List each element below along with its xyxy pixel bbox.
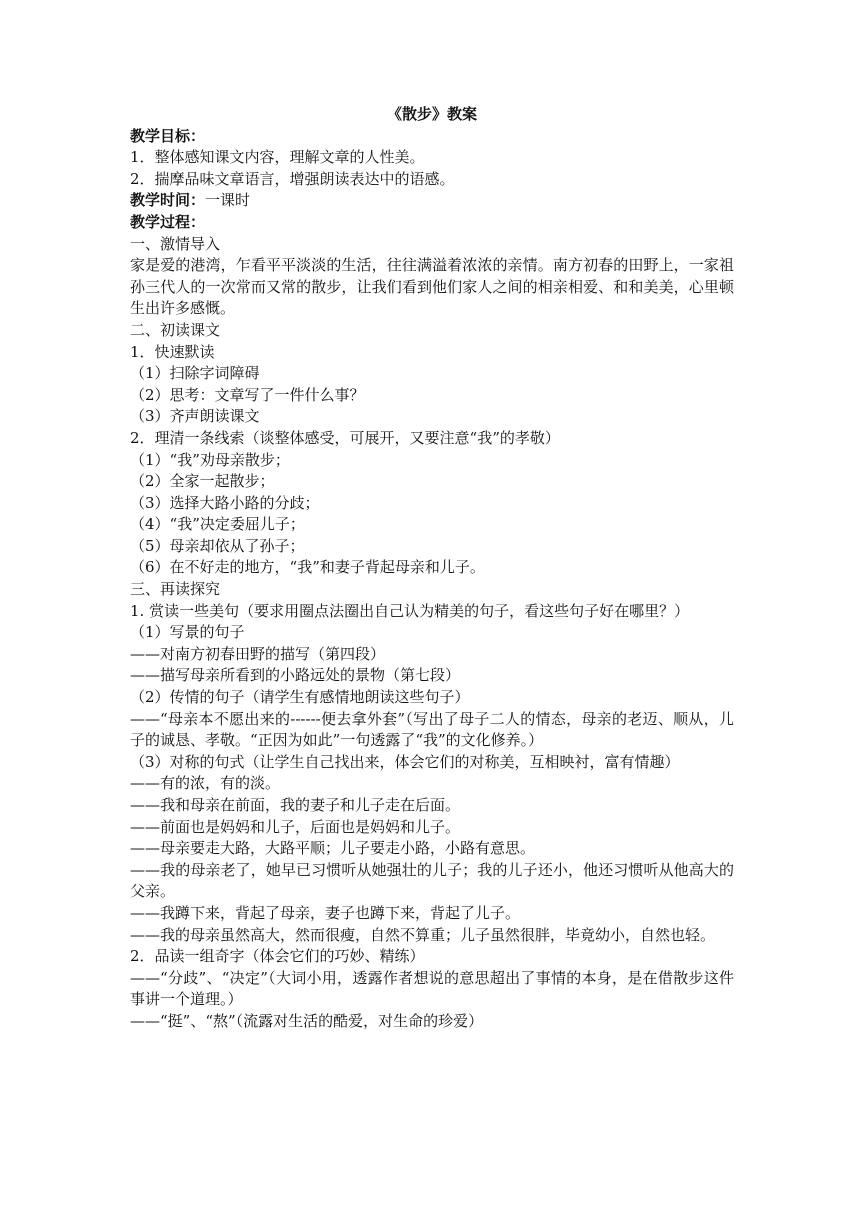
list-item: （2）思考：文章写了一件什么事？ bbox=[130, 385, 365, 404]
list-item: ——对南方初春田野的描写（第四段） bbox=[130, 644, 386, 663]
section-heading: 一、激情导入 bbox=[130, 234, 221, 253]
list-item: （4）“我”决定委屈儿子； bbox=[130, 515, 305, 534]
list-item: （1）“我”劝母亲散步； bbox=[130, 450, 290, 469]
list-item: ——我和母亲在前面，我的妻子和儿子走在后面。 bbox=[130, 796, 461, 814]
list-item: ——前面也是妈妈和儿子，后面也是妈妈和儿子。 bbox=[130, 817, 461, 836]
sub-heading: （2）传情的句子（请学生有感情地朗读这些句子） bbox=[130, 688, 470, 707]
section-heading: 二、初读课文 bbox=[130, 320, 221, 339]
list-item: ——我的母亲老了，她早已习惯听从她强壮的儿子；我的儿子还小，他还习惯听从他高大的父亲。 bbox=[130, 860, 734, 901]
list-item: （5）母亲却依从了孙子； bbox=[130, 536, 305, 555]
step-heading: 2．理清一条线索（谈整体感受，可展开，又要注意“我”的孝敬） bbox=[130, 428, 560, 447]
list-item: （3）选择大路小路的分歧； bbox=[130, 493, 320, 512]
teaching-time-value: 一课时 bbox=[205, 191, 251, 210]
teaching-time bbox=[130, 190, 734, 212]
list-item: ——有的浓，有的淡。 bbox=[130, 774, 281, 793]
teaching-time-heading: 教学时间： bbox=[130, 191, 206, 210]
step-heading: 2．品读一组奇字（体会它们的巧妙、精练） bbox=[130, 947, 425, 966]
objectives-heading: 教学目标： bbox=[130, 126, 206, 145]
list-item: （3）齐声朗读课文 bbox=[130, 407, 260, 426]
list-item: （6）在不好走的地方，“我”和妻子背起母亲和儿子。 bbox=[130, 558, 485, 577]
objective-item: 1．整体感知课文内容，理解文章的人性美。 bbox=[130, 148, 425, 167]
intro-paragraph: 家是爱的港湾，乍看平平淡淡的生活，往往满溢着浓浓的亲情。南方初春的田野上，一家祖孙三代人的一次常而又常的散步，让我们看到他们家人之间的相亲相爱、和和美美，心里顿生出许多感慨。 bbox=[130, 256, 734, 318]
list-item: ——我的母亲虽然高大，然而很瘦，自然不算重；儿子虽然很胖，毕竟幼小，自然也轻。 bbox=[130, 925, 716, 944]
objective-item: 2．揣摩品味文章语言，增强朗读表达中的语感。 bbox=[130, 169, 455, 188]
list-item: ——母亲要走大路，大路平顺；儿子要走小路，小路有意思。 bbox=[130, 839, 536, 858]
lesson-plan-content bbox=[130, 104, 734, 1033]
list-item: ——“挺”、“熬”（流露对生活的酷爱，对生命的珍爱） bbox=[130, 1011, 484, 1030]
section-heading: 三、再读探究 bbox=[130, 580, 221, 599]
analysis-paragraph: ——“分歧”、“决定”（大词小用，透露作者想说的意思超出了事情的本身，是在借散步这件事讲一个道理。） bbox=[130, 968, 734, 1009]
list-item: （2）全家一起散步； bbox=[130, 472, 275, 491]
step-heading: 1. 赏读一些美句（要求用圈点法圈出自己认为精美的句子，看这些句子好在哪里？） bbox=[130, 601, 690, 620]
list-item: ——我蹲下来，背起了母亲，妻子也蹲下来，背起了儿子。 bbox=[130, 903, 521, 922]
list-item: ——描写母亲所看到的小路远处的景物（第七段） bbox=[130, 666, 461, 685]
sub-heading: （3）对称的句式（让学生自己找出来，体会它们的对称美，互相映衬，富有情趣） bbox=[130, 752, 680, 771]
step-heading: 1．快速默读 bbox=[130, 342, 215, 361]
list-item: （1）扫除字词障碍 bbox=[130, 364, 260, 383]
sub-heading: （1）写景的句子 bbox=[130, 623, 245, 642]
document-title: 《散步》教案 bbox=[386, 105, 477, 123]
process-heading: 教学过程： bbox=[130, 212, 206, 231]
quote-paragraph: ——“母亲本不愿出来的------便去拿外套”（写出了母子二人的情态，母亲的老迈、顺从，儿子的诚恳、孝敬。“正因为如此”一句透露了“我”的文化修养。） bbox=[130, 709, 734, 750]
